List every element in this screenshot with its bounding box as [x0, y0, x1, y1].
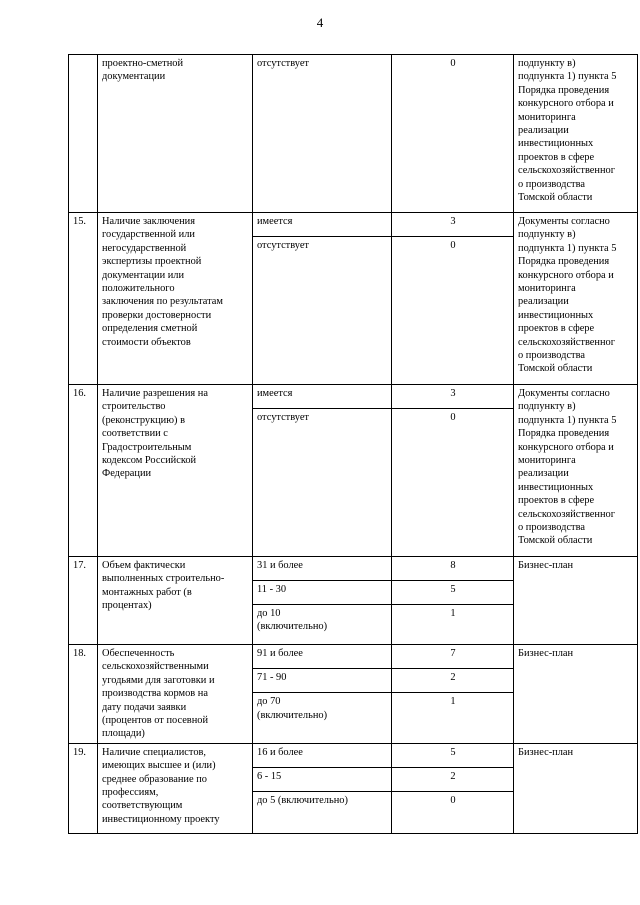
points-cell: 8 [392, 557, 514, 581]
points-cell: 0 [392, 791, 514, 833]
option-label: 71 - 90 [257, 672, 287, 684]
points-cell: 1 [392, 605, 514, 645]
option-label: отсутствует [257, 240, 309, 251]
option-cell [253, 767, 392, 791]
criterion-cell [98, 557, 253, 645]
option-label: до 10 (включительно) [257, 608, 328, 633]
option-cell [253, 237, 392, 385]
table-row [69, 645, 638, 669]
option-cell [253, 55, 392, 213]
option-label: имеется [257, 388, 293, 399]
points-cell: 2 [392, 767, 514, 791]
points-cell: 3 [392, 385, 514, 409]
documents-cell [514, 557, 638, 645]
criterion-cell [98, 213, 253, 385]
page-number: 4 [316, 15, 324, 30]
row-number: 18. [69, 645, 98, 744]
option-cell [253, 213, 392, 237]
table-row [69, 213, 638, 237]
option-cell [253, 385, 392, 409]
option-cell [253, 581, 392, 605]
option-label: до 70 (включительно) [257, 696, 328, 721]
criterion-cell [98, 55, 253, 213]
criterion-text: Наличие специалистов, имеющих высшее и (или) среднее образование по профессиям, соответствующим инвестиционному проекту [102, 746, 220, 825]
points-cell: 2 [392, 669, 514, 693]
documents-cell [514, 55, 638, 213]
option-label: отсутствует [257, 58, 309, 69]
option-label: 6 - 15 [257, 770, 282, 782]
criterion-text: Объем фактически выполненных строительно- монтажных работ (в процентах) [102, 560, 225, 612]
documents-cell [514, 213, 638, 385]
criterion-cell [98, 645, 253, 744]
points-cell: 0 [392, 409, 514, 557]
option-cell [253, 645, 392, 669]
points-cell: 7 [392, 645, 514, 669]
option-label: 31 и более [257, 560, 303, 571]
row-number: 19. [69, 743, 98, 833]
documents-text: Документы согласно подпункту в) подпункта 1) пункта 5 Порядка проведения конкурсного отбора и мониторинга реализации инвестиционных проектов в сфере сельскохозяйственног о производства Томской области [518, 216, 617, 375]
criterion-text: Обеспеченность сельскохозяйственными угодьями для заготовки и производства кормов на дату подачи заявки (процентов от посевной площади) [102, 648, 215, 740]
documents-text: подпункту в) подпункта 1) пункта 5 Порядка проведения конкурсного отбора и мониторинга реализации инвестиционных проектов в сфере сельскохозяйственног о производства Томской области [518, 58, 617, 204]
option-cell [253, 557, 392, 581]
documents-text: Бизнес-план [518, 746, 574, 758]
option-cell [253, 409, 392, 557]
option-cell [253, 693, 392, 743]
points-cell: 3 [392, 213, 514, 237]
criterion-cell [98, 385, 253, 557]
option-label: отсутствует [257, 412, 309, 423]
documents-cell [514, 385, 638, 557]
option-cell [253, 669, 392, 693]
option-cell [253, 605, 392, 645]
table-row [69, 557, 638, 581]
documents-cell [514, 645, 638, 744]
row-number [69, 55, 98, 213]
criteria-table [68, 54, 638, 834]
option-label: 91 и более [257, 648, 303, 659]
row-number: 15. [69, 213, 98, 385]
option-label: имеется [257, 216, 293, 227]
points-cell: 5 [392, 743, 514, 767]
option-label: 11 - 30 [257, 584, 287, 595]
criterion-text: Наличие заключения государственной или негосударственной экспертизы проектной документации или положительного заключения по результатам проверки достоверности определения сметной стоимости объектов [102, 216, 223, 348]
points-cell: 5 [392, 581, 514, 605]
criterion-text: Наличие разрешения на строительство (реконструкцию) в соответствии с Градостроительным кодексом Российской Федерации [102, 388, 208, 480]
documents-text: Документы согласно подпункту в) подпункта 1) пункта 5 Порядка проведения конкурсного отбора и мониторинга реализации инвестиционных проектов в сфере сельскохозяйственног о производства Томской области [518, 388, 617, 547]
option-cell [253, 791, 392, 833]
row-number: 16. [69, 385, 98, 557]
table-row [69, 743, 638, 767]
points-cell: 1 [392, 693, 514, 743]
documents-text: Бизнес-план [518, 560, 574, 571]
table-row [69, 55, 638, 213]
documents-cell [514, 743, 638, 833]
criteria-table-body [69, 55, 638, 834]
table-row [69, 385, 638, 409]
option-label: 16 и более [257, 746, 303, 758]
points-cell: 0 [392, 55, 514, 213]
row-number: 17. [69, 557, 98, 645]
criterion-text: проектно-сметной документации [102, 58, 184, 83]
points-cell: 0 [392, 237, 514, 385]
option-cell [253, 743, 392, 767]
criterion-cell [98, 743, 253, 833]
option-label: до 5 (включительно) [257, 794, 348, 806]
documents-text: Бизнес-план [518, 648, 574, 659]
